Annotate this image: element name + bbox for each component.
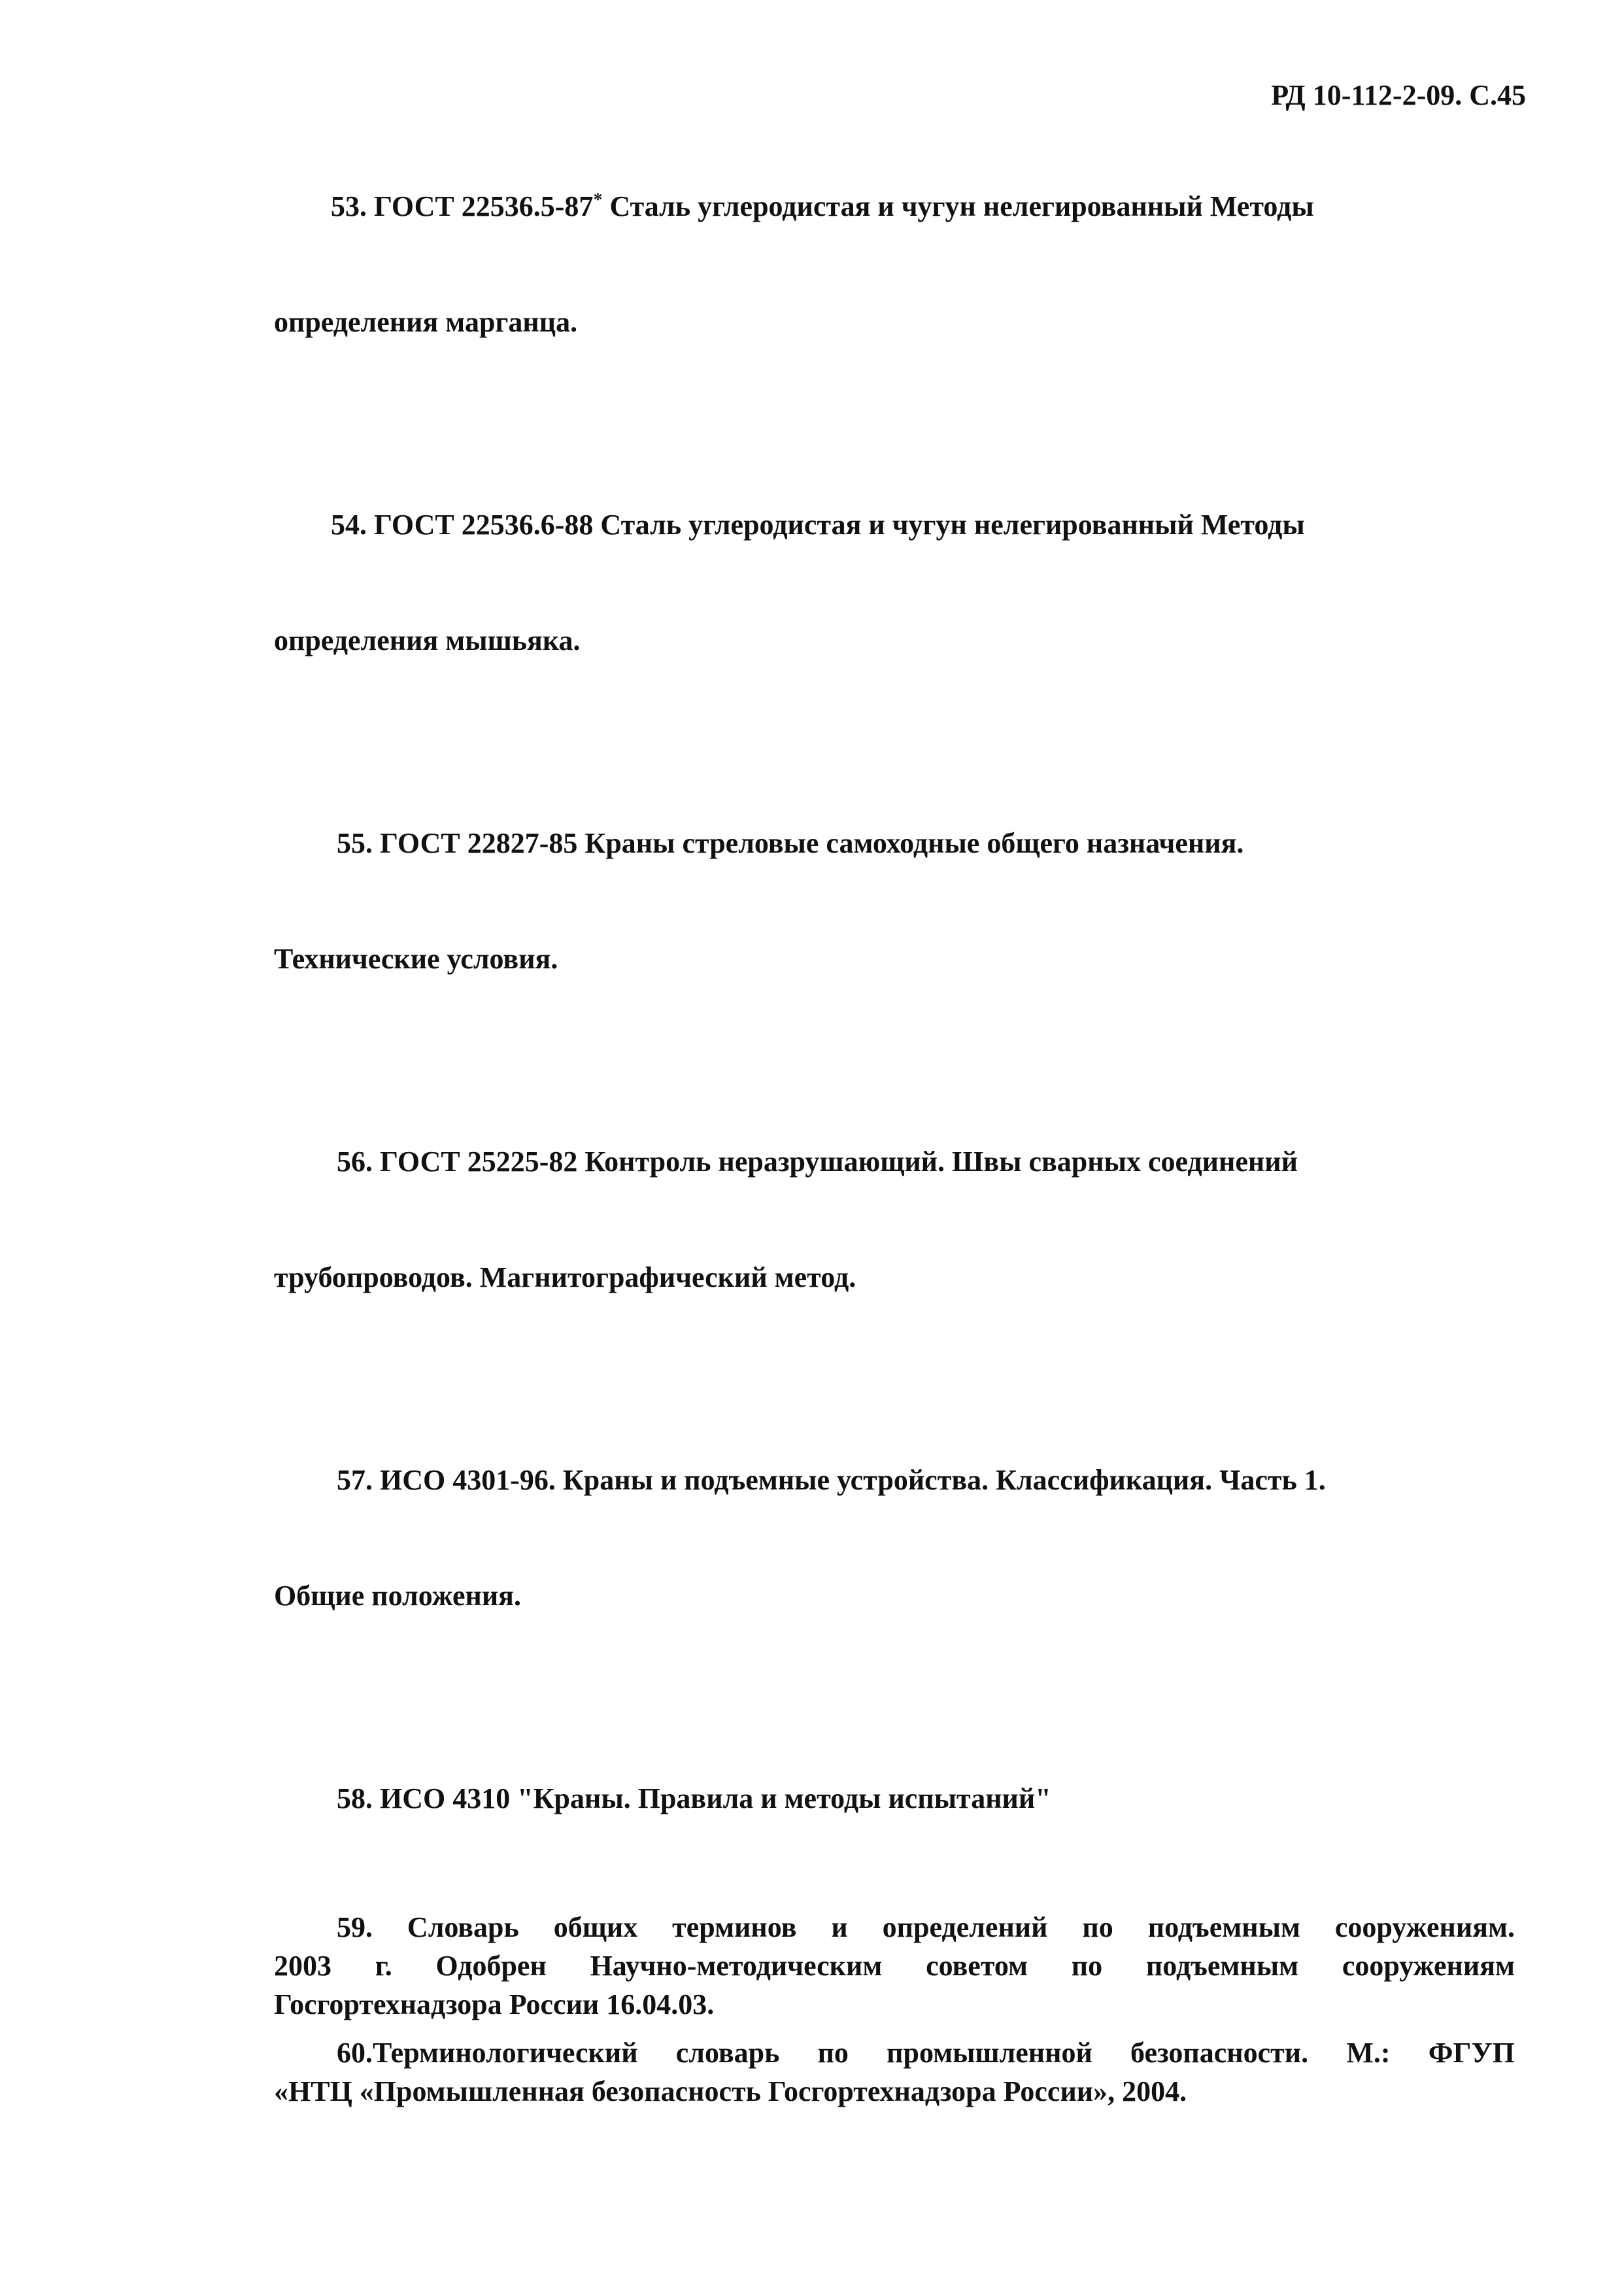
- footnote-marker: *: [593, 190, 603, 211]
- page-header-doc-ref: РД 10-112-2-09. С.45: [1271, 79, 1526, 111]
- bibliography-list: [274, 110, 1515, 2120]
- entry-57-line2: Общие положения.: [274, 1580, 521, 1612]
- entry-57-line1: 57. ИСО 4301-96. Краны и подъемные устройства. Классификация. Часть 1.: [337, 1464, 1326, 1496]
- entry-58-line1: 58. ИСО 4310 "Краны. Правила и методы испытаний": [337, 1782, 1051, 1814]
- list-item: [274, 428, 1515, 737]
- entry-59-line3: Госгортехнадзора России 16.04.03.: [274, 1988, 715, 2020]
- entry-56-line1: 56. ГОСТ 25225-82 Контроль неразрушающий. Швы сварных соединений: [337, 1146, 1298, 1178]
- entry-55-line1: 55. ГОСТ 22827-85 Краны стреловые самоходные общего назначения.: [337, 827, 1244, 859]
- entry-53-line1-prefix: 53. ГОСТ 22536.5-87: [331, 190, 594, 222]
- entry-59-line2: 2003 г. Одобрен Научно-методическим советом по подъемным сооружениям: [274, 1950, 1515, 1982]
- list-item: [274, 1702, 1515, 1895]
- entry-53-line2: определения марганца.: [274, 306, 578, 338]
- list-item: [274, 2033, 1515, 2111]
- entry-56-line2: трубопроводов. Магнитографический метод.: [274, 1261, 856, 1293]
- entry-60-line2: «НТЦ «Промышленная безопасность Госгортехнадзора России», 2004.: [274, 2075, 1187, 2107]
- list-item: [274, 1908, 1515, 2024]
- entry-60-line1: 60.Терминологический словарь по промышленной безопасности. М.: ФГУП: [337, 2037, 1515, 2069]
- entry-53-line1-suffix: Сталь углеродистая и чугун нелегированный Методы: [602, 190, 1314, 222]
- list-item: [274, 747, 1515, 1055]
- list-item: [274, 110, 1515, 418]
- list-item: [274, 1384, 1515, 1692]
- entry-55-line2: Технические условия.: [274, 943, 558, 975]
- entry-59-line1: 59. Словарь общих терминов и определений по подъемным сооружениям.: [337, 1911, 1515, 1943]
- entry-54-line2: определения мышьяка.: [274, 624, 581, 656]
- list-item: [274, 1065, 1515, 1374]
- entry-54-line1: 54. ГОСТ 22536.6-88 Сталь углеродистая и чугун нелегированный Методы: [331, 509, 1305, 541]
